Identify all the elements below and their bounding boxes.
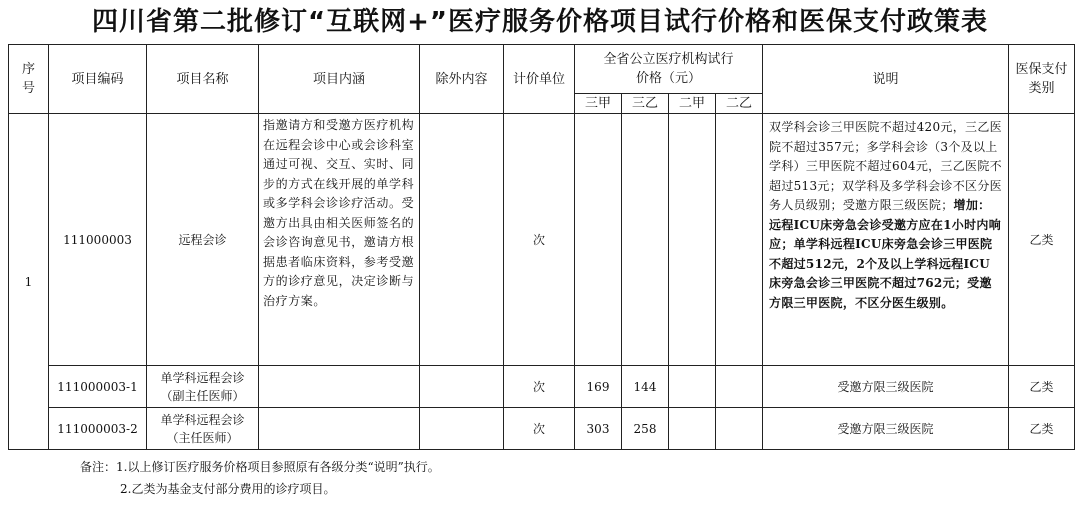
row-content: 指邀请方和受邀方医疗机构在远程会诊中心或会诊科室通过可视、交互、实时、同步的方式在线开展的单学科或多学科会诊诊疗活动。受邀方出具由相关医师签名的会诊咨询意见书，邀请方根据患者临床资料，参考受邀方的诊疗意见，决定诊断与治疗方案。 — [259, 114, 420, 366]
header-name: 项目名称 — [147, 45, 259, 114]
row-note — [763, 114, 1009, 366]
row-price-2a — [669, 114, 716, 366]
row-price-2b — [716, 114, 763, 366]
row-name: 单学科远程会诊（主任医师） — [147, 408, 259, 450]
row-content — [259, 366, 420, 408]
row-excluded — [420, 408, 504, 450]
row-code: 111000003-2 — [49, 408, 147, 450]
table-row — [9, 366, 1075, 408]
header-excluded: 除外内容 — [420, 45, 504, 114]
row-price-2b — [716, 408, 763, 450]
remarks — [80, 456, 440, 500]
header-price-group: 全省公立医疗机构试行价格（元） — [575, 45, 763, 94]
row-excluded — [420, 366, 504, 408]
row-note-text: 双学科会诊三甲医院不超过420元，三乙医院不超过357元；多学科会诊（3个及以上学科）三甲医院不超过604元，三乙医院不超过513元；双学科及多学科会诊不区分医务人员级别；受邀方限三级医院； — [769, 120, 1002, 212]
row-price-2a — [669, 366, 716, 408]
row-unit: 次 — [504, 114, 575, 366]
header-code: 项目编码 — [49, 45, 147, 114]
row-note: 受邀方限三级医院 — [763, 366, 1009, 408]
row-unit: 次 — [504, 366, 575, 408]
header-insurance: 医保支付类别 — [1009, 45, 1075, 114]
row-price-3b: 258 — [622, 408, 669, 450]
remark-2: 2.乙类为基金支付部分费用的诊疗项目。 — [120, 482, 336, 496]
remark-1: 备注：1.以上修订医疗服务价格项目参照原有各级分类“说明”执行。 — [80, 460, 440, 474]
row-unit: 次 — [504, 408, 575, 450]
header-unit: 计价单位 — [504, 45, 575, 114]
row-price-3b — [622, 114, 669, 366]
row-price-2b — [716, 366, 763, 408]
header-content: 项目内涵 — [259, 45, 420, 114]
header-grade-3a: 三甲 — [575, 94, 622, 114]
row-seq: 1 — [9, 114, 49, 450]
row-price-2a — [669, 408, 716, 450]
row-insurance: 乙类 — [1009, 408, 1075, 450]
row-note: 受邀方限三级医院 — [763, 408, 1009, 450]
price-policy-table — [8, 44, 1075, 450]
header-note: 说明 — [763, 45, 1009, 114]
row-price-3a — [575, 114, 622, 366]
row-content — [259, 408, 420, 450]
header-seq: 序号 — [9, 45, 49, 114]
table-row — [9, 408, 1075, 450]
table-row — [9, 114, 1075, 366]
row-insurance: 乙类 — [1009, 366, 1075, 408]
row-price-3b: 144 — [622, 366, 669, 408]
document-title: 四川省第二批修订“互联网+”医疗服务价格项目试行价格和医保支付政策表 — [92, 7, 988, 37]
row-price-3a: 303 — [575, 408, 622, 450]
row-note-bold: 增加：远程ICU床旁急会诊受邀方应在1小时内响应；单学科远程ICU床旁急会诊三甲医院不超过512元，2个及以上学科远程ICU床旁急会诊三甲医院不超过762元；受邀方限三甲医院，不区分医生级别。 — [769, 198, 1001, 310]
row-code: 111000003 — [49, 114, 147, 366]
row-insurance: 乙类 — [1009, 114, 1075, 366]
row-name: 单学科远程会诊（副主任医师） — [147, 366, 259, 408]
header-grade-3b: 三乙 — [622, 94, 669, 114]
header-grade-2b: 二乙 — [716, 94, 763, 114]
row-name: 远程会诊 — [147, 114, 259, 366]
row-price-3a: 169 — [575, 366, 622, 408]
header-grade-2a: 二甲 — [669, 94, 716, 114]
row-code: 111000003-1 — [49, 366, 147, 408]
row-excluded — [420, 114, 504, 366]
